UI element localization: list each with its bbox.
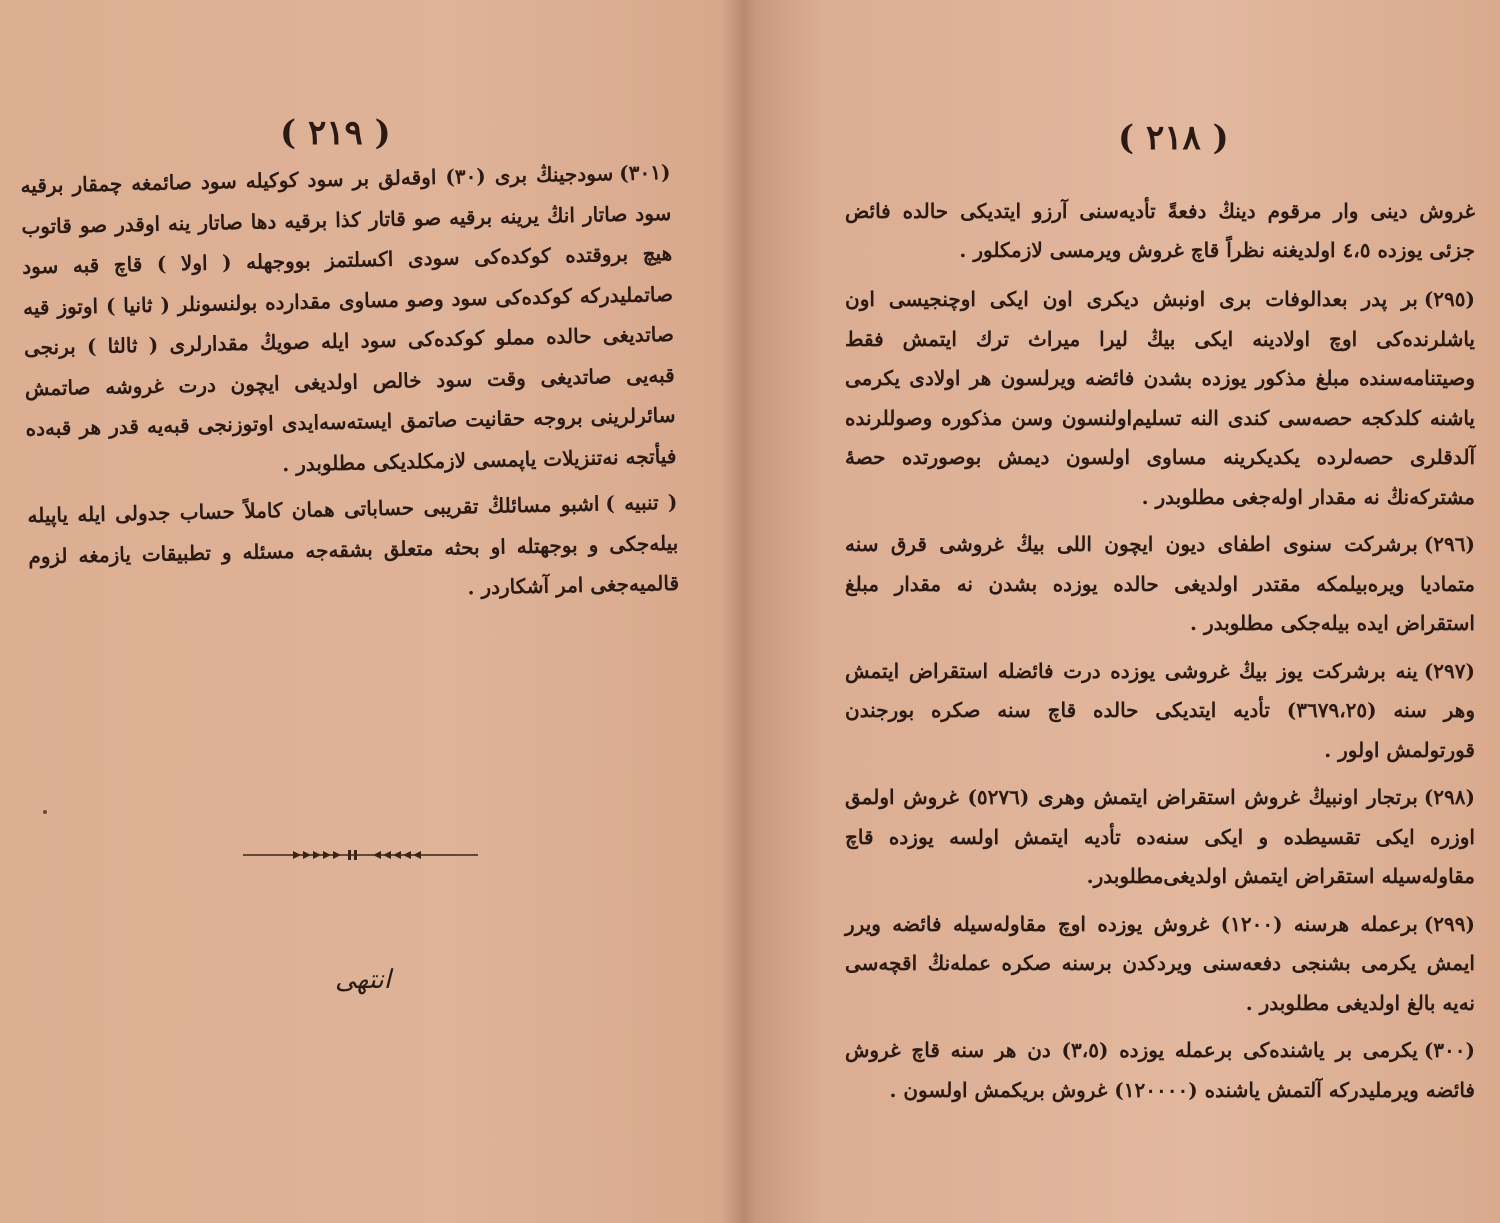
ink-dot [43, 810, 47, 814]
problem-number: (٢٩٩) [1423, 911, 1475, 936]
page-number: ( ٢١٩ ) [280, 113, 391, 153]
right-page [750, 0, 1500, 1223]
problem-entry [845, 525, 1475, 644]
page-number: ( ٢١٨ ) [1118, 118, 1229, 158]
problem-number: (٢٩٧) [1423, 658, 1475, 683]
problem-text: برعمله هرسنه (١٢٠٠) غروش یوزده اوچ مقاوله‌سیله فائضه ویرر ایمش یکرمی بشنجی دفعه‌سنی ویردکدن برسنه صکره عمله‌نڭ اقچه‌سی نه‌یه بالغ اولدیغی مطلوبدر . [845, 911, 1475, 1015]
end-word: انتهی [335, 965, 391, 995]
continued-text: غروش دینی وار مرقوم دینڭ دفعةً تأدیه‌سنی آرزو ایتدیکی حالده فائض جزئی یوزده ٤،٥ اولدیغنه نظراً قاچ غروش ویرمسی لازمکلور . [845, 199, 1475, 262]
note-text: اشبو مسائلڭ تقریبی حساباتی همان کاملاً حساب جدولی ایله یاپیله بیله‌جکی و بوجهتله او بحثه متعلق بشقه‌جه مسئله و تطبیقات یازمغه لزوم قالمیه‌جغی امر آشکاردر . [27, 491, 680, 600]
left-page [0, 0, 745, 1223]
problem-number: (٢٩٥) [1423, 287, 1475, 311]
entry-list [845, 172, 1475, 1118]
problem-entry [845, 652, 1475, 771]
problem-entry [20, 152, 677, 490]
problem-entry [845, 905, 1475, 1024]
problem-entry [845, 280, 1475, 517]
ornamental-divider [243, 848, 478, 862]
problem-text: برتجار اونبیڭ غروش استقراض ایتمش وهری (٥٢٧٦) غروش اولمق اوزره ایکی تقسیطده و ایکی سنه‌ده تأدیه ایتمش اولسه یوزده قاچ مقاوله‌سیله استقراض ایتمش اولدیغی‌مطلوبدر. [845, 785, 1475, 888]
problem-entry [845, 1031, 1475, 1110]
problem-text: ینه برشرکت یوز بیڭ غروشی یوزده درت فائضله استقراض ایتمش وهر سنه (٣٦٧٩،٢٥) تأدیه ایتدیکی حالده قاچ سنه صکره بورجندن قورتولمش اولور . [845, 658, 1475, 762]
problem-text: بر پدر بعدالوفات بری اونبش دیکری اون ایکی اوچنجیسی اون یاشلرنده‌کی اوچ اولادینه ایکی بیڭ لیرا میراث ترك ایتمش فقط وصیتنامه‌سنده مبلغ مذکور یوزده بشدن فائضه ویرلسون هر اولادی یکرمی یاشنه کلدکجه حصه‌سی کندی النه تسلیم‌اولنسون وسن مذکوره وصوللرنده آلدقلری حصه‌لرده یکدیکرینه مساوی اولسون دیمش بوصورتده حصهٔ مشترکه‌نڭ نه مقدار اوله‌جغی مطلوبدر . [845, 287, 1475, 509]
problem-text: سودجینڭ بری (٣٠) اوقه‌لق بر سود کوکیله سود صائمغه چمقار برقیه سود صاتار انڭ یرینه برقیه صو قاتار کذا برقیه دها صاتار ینه اوقدر صو قاتوب هیچ بروقتده کوکده‌کی سودی اکسلتمز بووجهله ( اولا ) قاچ قبه سود صاتملیدرکه کوکده‌کی سود وصو مساوی مقدارده بولنسونلر ( ثانیا ) اوتوز قیه صاتدیغی حالده مملو کوکده‌کی سود ایله صویڭ مقدارلری ( ثالثا ) برنجی قبه‌یی صاتدیغی وقت سود خالص اولدیغی ایچون درت غروشه صاتمش سائرلرینی بروجه حقانیت صاتمق ایسته‌سه‌ایدی اوتوزنجی قبه‌یه قدر هر قبه‌ده فیأتجه نه‌تنزیلات یاپمسی لازمکلدیکی مطلوبدر . [20, 161, 677, 476]
problem-number: (٣٠٠) [1423, 1038, 1475, 1062]
problem-entry [845, 778, 1475, 897]
entry-list [20, 152, 679, 623]
note-label: ( تنبیه ) [605, 489, 678, 516]
problem-number: (٣٠١) [619, 159, 671, 186]
problem-number: (٢٩٦) [1423, 532, 1475, 556]
note-entry [27, 482, 679, 617]
problem-number: (٢٩٨) [1423, 785, 1475, 809]
problem-text: یکرمی بر یاشنده‌کی برعمله یوزده (٣،٥) دن هر سنه قاچ غروش فائضه ویرملیدرکه آلتمش یاشنده (١٢٠٠٠٠) غروش بریکمش اولسون . [845, 1038, 1475, 1102]
problem-text: برشرکت سنوی اطفای دیون ایچون اللی بیڭ غروشی قرق سنه متمادیا ویره‌بیلمکه مقتدر اولدیغی حالده یوزده بشدن نه مقدار مبلغ استقراض ایده بیله‌جکی مطلوبدر . [845, 532, 1475, 635]
